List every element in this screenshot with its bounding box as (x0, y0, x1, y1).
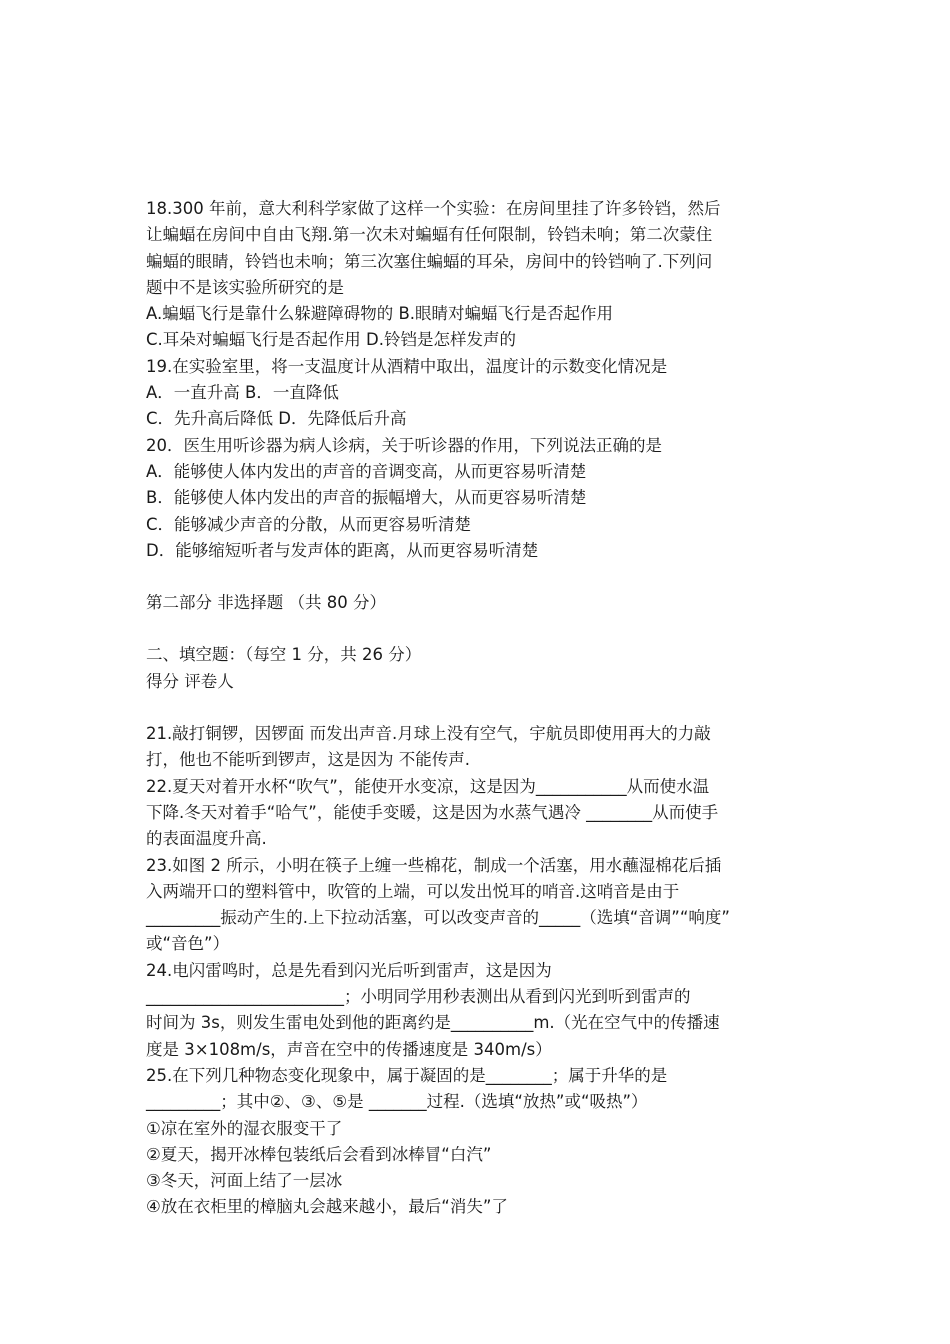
q25-item-1: ①凉在室外的湿衣服变干了 (146, 1118, 343, 1138)
q24-line-1: 24.电闪雷鸣时，总是先看到闪光后听到雷声，这是因为 (146, 960, 552, 980)
question-24 (146, 958, 810, 1063)
question-18 (146, 196, 810, 354)
q24-line-3: 时间为 3s，则发生雷电处到他的距离约是__________m.（光在空气中的传播速 (146, 1013, 720, 1033)
question-23 (146, 853, 810, 958)
q19-options-ab: A．一直升高 B．一直降低 (146, 383, 339, 403)
q20-option-a: A．能够使人体内发出的声音的音调变高，从而更容易听清楚 (146, 461, 587, 481)
question-21 (146, 721, 810, 774)
q24-line-4: 度是 3×108m/s，声音在空中的传播速度是 340m/s） (146, 1039, 552, 1059)
q23-line-3: _________振动产生的.上下拉动活塞，可以改变声音的_____（选填“音调”“响度” (146, 908, 730, 928)
q22-line-3: 的表面温度升高. (146, 829, 267, 849)
q18-options-cd: C.耳朵对蝙蝠飞行是否起作用 D.铃铛是怎样发声的 (146, 330, 516, 350)
q23-line-2: 入两端开口的塑料管中，吹管的上端，可以发出悦耳的哨音.这哨音是由于 (146, 881, 680, 901)
question-22 (146, 774, 810, 853)
q20-option-c: C．能够减少声音的分散，从而更容易听清楚 (146, 514, 472, 534)
q21-line-1: 21.敲打铜锣，因锣面 而发出声音.月球上没有空气，宇航员即使用再大的力敲 (146, 724, 711, 744)
q25-line-1: 25.在下列几种物态变化现象中，属于凝固的是________；属于升华的是 (146, 1065, 668, 1085)
q22-line-1: 22.夏天对着开水杯“吹气”，能使开水变凉，这是因为___________从而使水温 (146, 776, 710, 796)
q25-item-4: ④放在衣柜里的樟脑丸会越来越小，最后“消失”了 (146, 1197, 508, 1217)
q18-line-4: 题中不是该实验所研究的是 (146, 277, 344, 297)
exam-page (146, 196, 810, 1221)
q18-options-ab: A.蝙蝠飞行是靠什么躲避障碍物的 B.眼睛对蝙蝠飞行是否起作用 (146, 304, 614, 324)
q18-line-1: 18.300 年前，意大利科学家做了这样一个实验：在房间里挂了许多铃铛，然后 (146, 199, 721, 218)
q25-line-2: _________；其中②、③、⑤是 _______过程.（选填“放热”或“吸热”） (146, 1092, 648, 1112)
q18-line-2: 让蝙蝠在房间中自由飞翔.第一次未对蝙蝠有任何限制，铃铛未响；第二次蒙住 (146, 225, 713, 245)
q25-item-2: ②夏天，揭开冰棒包装纸后会看到冰棒冒“白汽” (146, 1144, 492, 1164)
question-25 (146, 1063, 810, 1221)
q19-options-cd: C．先升高后降低 D．先降低后升高 (146, 409, 407, 429)
section-two-heading: 二、填空题：（每空 1 分，共 26 分） (146, 645, 422, 665)
q24-line-2: ________________________；小明同学用秒表测出从看到闪光到听到雷声的 (146, 987, 691, 1007)
q25-item-3: ③冬天，河面上结了一层冰 (146, 1171, 343, 1191)
q21-line-2: 打，他也不能听到锣声，这是因为 不能传声. (146, 750, 470, 770)
question-19 (146, 354, 810, 433)
part-two-heading: 第二部分 非选择题 （共 80 分） (146, 593, 386, 613)
q20-option-b: B．能够使人体内发出的声音的振幅增大，从而更容易听清楚 (146, 488, 587, 508)
q20-stem: 20．医生用听诊器为病人诊病，关于听诊器的作用，下列说法正确的是 (146, 435, 662, 455)
question-20 (146, 433, 810, 564)
q23-line-1: 23.如图 2 所示，小明在筷子上缠一些棉花，制成一个活塞，用水蘸湿棉花后插 (146, 855, 722, 875)
q19-stem: 19.在实验室里，将一支温度计从酒精中取出，温度计的示数变化情况是 (146, 356, 668, 376)
q22-line-2: 下降.冬天对着手“哈气”，能使手变暖，这是因为水蒸气遇冷 ________从而使手 (146, 802, 719, 822)
q20-option-d: D．能够缩短听者与发声体的距离，从而更容易听清楚 (146, 540, 539, 560)
q23-line-4: 或“音色”） (146, 934, 230, 954)
score-reviewer-label: 得分 评卷人 (146, 671, 234, 691)
q18-line-3: 蝙蝠的眼睛，铃铛也未响；第三次塞住蝙蝠的耳朵，房间中的铃铛响了.下列问 (146, 251, 713, 271)
